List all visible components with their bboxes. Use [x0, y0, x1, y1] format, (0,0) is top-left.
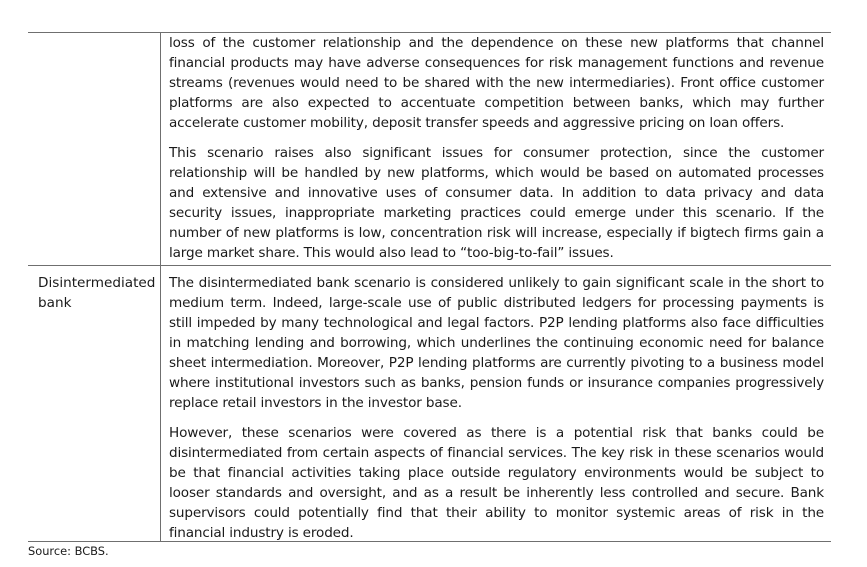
scenario-table [28, 32, 831, 542]
paragraph-consumer-protection: This scenario raises also significant issues for consumer protection, since the customer relationship will be handled by new platforms, which would be based on automated processes and extensive and innovative uses of consumer data. In addition to data privacy and data security issues, inappropriate marketing practices could emerge under this scenario. If the number of new platforms is low, concentration risk will increase, especially if bigtech firms gain a large market share. This would also lead to “too-big-to-fail” issues. [169, 145, 824, 261]
row-label-disintermediated-bank: Disintermediated bank [38, 275, 156, 311]
source-note: Source: BCBS. [28, 544, 109, 558]
column-divider [160, 32, 161, 542]
paragraph-customer-relationship: loss of the customer relationship and the dependence on these new platforms that channel financial products may have adverse consequences for risk management functions and revenue streams (revenues would need to be shared with the new intermediaries). Front office customer platforms are also expected to accentuate competition between banks, which may further accelerate customer mobility, deposit transfer speeds and aggressive pricing on loan offers. [169, 35, 824, 131]
row-divider [28, 265, 831, 266]
paragraph-disintermediated-risk: However, these scenarios were covered as there is a potential risk that banks could be disintermediated from certain aspects of financial services. The key risk in these scenarios would be that financial activities taking place outside regulatory environments would be subject to looser standards and oversight, and as a result be inherently less controlled and secure. Bank supervisors could potentially find that their ability to monitor systemic areas of risk in the financial industry is eroded. [169, 425, 824, 541]
paragraph-disintermediated-scale: The disintermediated bank scenario is considered unlikely to gain significant scale in the short to medium term. Indeed, large-scale use of public distributed ledgers for processing payments is still impeded by many technological and legal factors. P2P lending platforms also face difficulties in matching lending and borrowing, which underlines the continuing economic need for balance sheet intermediation. Moreover, P2P lending platforms are currently pivoting to a business model where institutional investors such as banks, pension funds or insurance companies progressively replace retail investors in the investor base. [169, 275, 824, 411]
